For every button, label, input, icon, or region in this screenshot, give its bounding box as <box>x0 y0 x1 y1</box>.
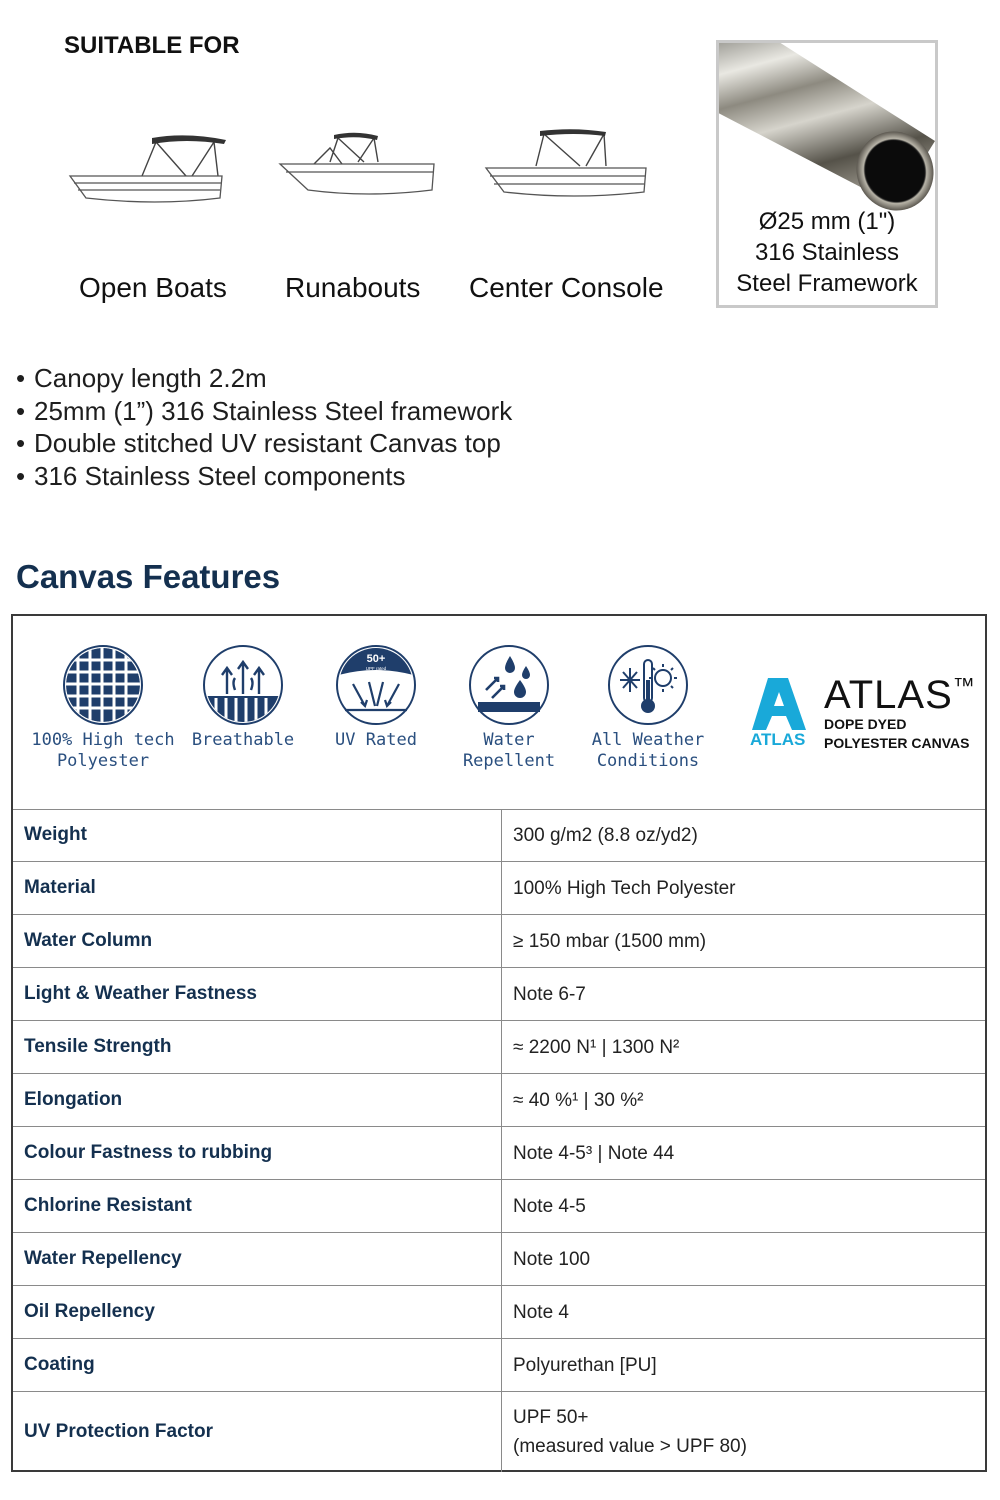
water-repellent-icon <box>468 644 550 726</box>
spec-table <box>13 809 985 1472</box>
uv-badge-sub: UPF rated <box>365 666 387 671</box>
spec-key: Coating <box>13 1339 502 1392</box>
atlas-brand <box>748 673 983 756</box>
table-row <box>13 1127 985 1180</box>
suitable-for-title: SUITABLE FOR <box>64 32 240 59</box>
list-item: • 316 Stainless Steel components <box>16 460 406 491</box>
spec-key: UV Protection Factor <box>13 1392 502 1473</box>
table-row <box>13 1286 985 1339</box>
spec-value: ≈ 2200 N¹ | 1300 N² <box>502 1021 986 1074</box>
feature-label: All Weather Conditions <box>591 730 705 771</box>
atlas-logo-icon <box>748 676 822 754</box>
tube-material: 316 Stainless <box>754 239 900 266</box>
table-row <box>13 968 985 1021</box>
spec-bullet-list <box>16 362 512 492</box>
uv-rated-icon <box>335 644 417 726</box>
spec-value: 300 g/m2 (8.8 oz/yd2) <box>502 809 986 862</box>
atlas-line2: POLYESTER CANVAS <box>824 735 970 751</box>
tube-framework-panel <box>716 40 938 308</box>
spec-value: Polyurethan [PU] <box>502 1339 986 1392</box>
spec-key: Tensile Strength <box>13 1021 502 1074</box>
table-row <box>13 1180 985 1233</box>
uv-badge-value: 50+ <box>366 653 386 665</box>
feature-all-weather <box>563 644 733 772</box>
runabout-icon <box>278 128 436 202</box>
stainless-tube-icon <box>719 43 935 213</box>
spec-value: Note 4 <box>502 1286 986 1339</box>
spec-value: 100% High Tech Polyester <box>502 862 986 915</box>
table-row <box>13 809 985 862</box>
boat-label-center-console: Center Console <box>469 272 664 303</box>
table-row <box>13 1339 985 1392</box>
canvas-features-panel <box>11 614 987 1472</box>
table-row <box>13 862 985 915</box>
atlas-line1: DOPE DYED <box>824 716 907 732</box>
list-item: • Double stitched UV resistant Canvas top <box>16 428 501 458</box>
feature-label: 100% High tech Polyester <box>31 730 175 771</box>
feature-label: Water Repellent <box>462 730 556 771</box>
open-boat-icon <box>66 128 228 208</box>
spec-key: Oil Repellency <box>13 1286 502 1339</box>
spec-key: Water Repellency <box>13 1233 502 1286</box>
spec-value: Note 4-5³ | Note 44 <box>502 1127 986 1180</box>
spec-value: ≥ 150 mbar (1500 mm) <box>502 915 986 968</box>
canvas-features-heading: Canvas Features <box>16 558 281 595</box>
atlas-logo-text: ATLAS <box>750 730 806 749</box>
table-row <box>13 1021 985 1074</box>
spec-key: Chlorine Resistant <box>13 1180 502 1233</box>
spec-value: UPF 50+ (measured value > UPF 80) <box>513 1407 747 1457</box>
spec-key: Weight <box>13 809 502 862</box>
spec-value: ≈ 40 %¹ | 30 %² <box>502 1074 986 1127</box>
list-item: • Canopy length 2.2m <box>16 363 267 393</box>
spec-key: Water Column <box>13 915 502 968</box>
fabric-grid-icon <box>62 644 144 726</box>
spec-key: Colour Fastness to rubbing <box>13 1127 502 1180</box>
spec-value: Note 4-5 <box>502 1180 986 1233</box>
feature-label: Breathable <box>191 730 295 750</box>
spec-key: Light & Weather Fastness <box>13 968 502 1021</box>
feature-icon-row <box>13 616 985 810</box>
table-row <box>13 1233 985 1286</box>
table-row <box>13 1074 985 1127</box>
list-item: • 25mm (1”) 316 Stainless Steel framework <box>16 395 513 426</box>
boat-label-runabouts: Runabouts <box>285 272 421 303</box>
spec-key: Material <box>13 862 502 915</box>
spec-value: Note 100 <box>502 1233 986 1286</box>
breathable-icon <box>202 644 284 726</box>
tube-framework: Steel Framework <box>736 270 918 297</box>
boat-label-open-boats: Open Boats <box>79 272 227 303</box>
table-row <box>13 915 985 968</box>
spec-key: Elongation <box>13 1074 502 1127</box>
feature-label: UV Rated <box>335 730 417 750</box>
all-weather-icon <box>607 644 689 726</box>
tube-diameter: Ø25 mm (1") <box>758 208 896 235</box>
center-console-icon <box>484 128 648 202</box>
table-row <box>13 1392 985 1473</box>
spec-value: Note 6-7 <box>502 968 986 1021</box>
tube-caption <box>719 206 935 299</box>
atlas-brand-name: ATLAS™ <box>824 673 976 717</box>
